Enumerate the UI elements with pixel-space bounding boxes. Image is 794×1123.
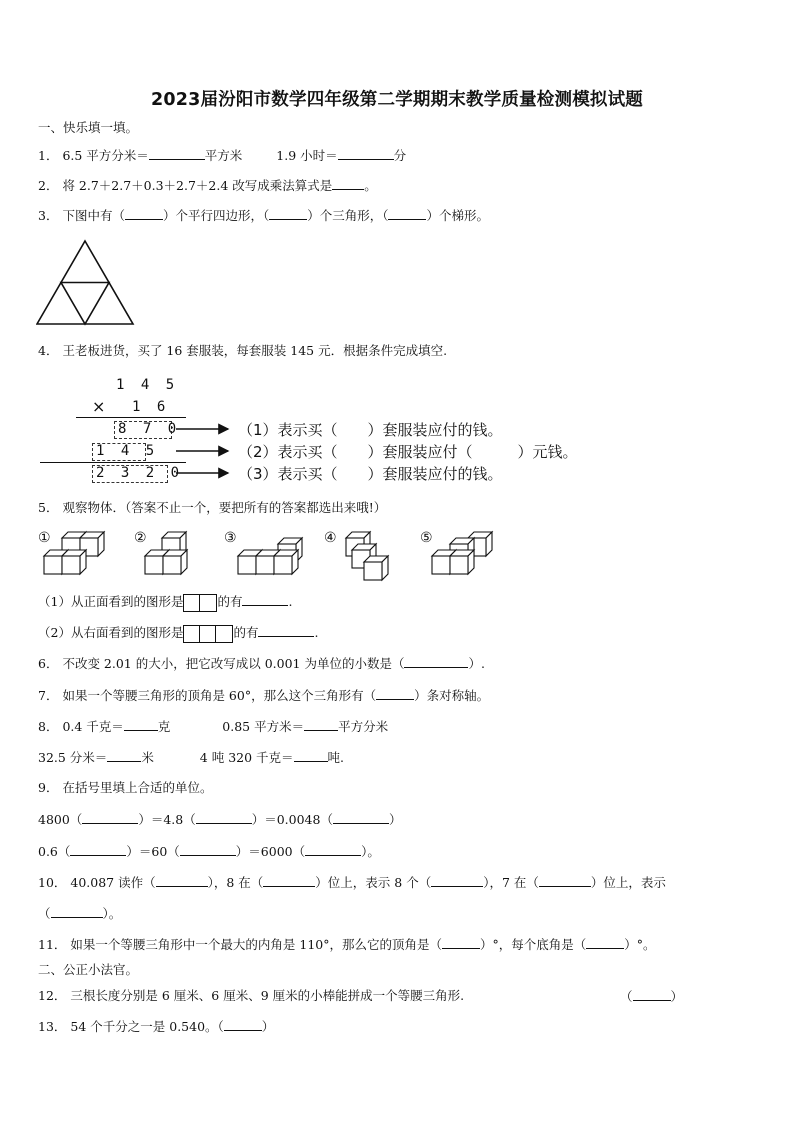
- answer-blank[interactable]: [633, 987, 671, 1001]
- cube-figures: [0, 526, 794, 582]
- section-heading-1: 一、快乐填一填。: [38, 120, 139, 135]
- cube: [450, 550, 474, 574]
- answer-blank[interactable]: [332, 176, 364, 190]
- product: 2 3 2 0: [96, 465, 184, 481]
- question-number: 2．: [38, 178, 59, 193]
- arrows: [176, 423, 236, 483]
- question-6: 6． 不改变 2.01 的大小，把它改写成以 0.001 为单位的小数是（ ）.: [38, 656, 485, 671]
- question-number: 12．: [38, 988, 67, 1003]
- question-4: 4． 王老板进货，买了 16 套服装，每套服装 145 元．根据条件完成填空.: [38, 343, 448, 358]
- answer-blank[interactable]: [388, 206, 426, 220]
- answer-blank[interactable]: [376, 686, 414, 700]
- answer-blank[interactable]: [269, 206, 307, 220]
- question-number: 11．: [38, 937, 67, 952]
- question-number: 4．: [38, 343, 59, 358]
- answer-blank[interactable]: [125, 206, 163, 220]
- partial-product-1: 8 7 0: [118, 421, 181, 437]
- question-number: 10．: [38, 875, 67, 890]
- answer-blank[interactable]: [70, 842, 126, 856]
- partial-product-2: 1 4 5: [96, 443, 159, 459]
- question-number: 7．: [38, 688, 59, 703]
- question-9-line-2: 0.6（ ）＝60（ ）＝6000（ ）。: [38, 844, 380, 859]
- question-number: 6．: [38, 656, 59, 671]
- answer-blank[interactable]: [258, 623, 314, 637]
- question-10-line-2: （ ）。: [38, 906, 122, 921]
- figure-label: ④: [324, 530, 337, 546]
- answer-blank[interactable]: [294, 748, 328, 762]
- figure-label: ③: [224, 530, 237, 546]
- cube: [364, 556, 388, 580]
- question-13: 13． 54 个千分之一是 0.540。（ ）: [38, 1019, 275, 1034]
- question-12-answer: （ ）: [620, 989, 684, 1004]
- figure-label: ②: [134, 530, 147, 546]
- question-10-line-1: 10． 40.087 读作（ ），8 在（ ）位上，表示 8 个（ ），7 在（ ）位上，表示: [38, 875, 666, 890]
- answer-blank[interactable]: [180, 842, 236, 856]
- sum-line: [40, 462, 186, 463]
- answer-blank[interactable]: [586, 935, 624, 949]
- question-5-part-2: （2）从右面看到的图形是 的有 .: [38, 623, 318, 643]
- answer-blank[interactable]: [442, 935, 480, 949]
- answer-blank[interactable]: [196, 810, 252, 824]
- result-line: [76, 417, 186, 418]
- page-title: 2023届汾阳市数学四年级第二学期期末教学质量检测模拟试题: [150, 90, 643, 110]
- answer-blank[interactable]: [51, 904, 103, 918]
- figure-label: ⑤: [420, 530, 433, 546]
- right-view-shape: [183, 625, 233, 643]
- question-8-line-1: 8． 0.4 千克＝ 克 0.85 平方米＝ 平方分米: [38, 719, 389, 734]
- answer-blank[interactable]: [338, 146, 394, 160]
- question-number: 9．: [38, 780, 59, 795]
- answer-blank[interactable]: [107, 748, 141, 762]
- answer-blank[interactable]: [124, 717, 158, 731]
- question-11: 11． 如果一个等腰三角形中一个最大的内角是 110°，那么它的顶角是（ ）°，每个底角是（ ）°。: [38, 937, 656, 952]
- question-12: 12． 三根长度分别是 6 厘米、6 厘米、9 厘米的小棒能拼成一个等腰三角形.: [38, 988, 465, 1003]
- question-1: 1． 6.5 平方分米＝ 平方米 1.9 小时＝ 分: [38, 148, 407, 163]
- question-5-part-1: （1）从正面看到的图形是 的有 .: [38, 592, 292, 612]
- question-7: 7． 如果一个等腰三角形的顶角是 60°，那么这个三角形有（ ）条对称轴。: [38, 688, 490, 703]
- question-5: 5． 观察物体．（答案不止一个，要把所有的答案都选出来哦!）: [38, 500, 387, 515]
- cube: [62, 550, 86, 574]
- answer-blank[interactable]: [539, 873, 591, 887]
- figure-label: ①: [38, 530, 51, 546]
- question-3: 3． 下图中有（ ）个平行四边形，（ ）个三角形，（ ）个梯形。: [38, 208, 489, 223]
- multiplicand: 1 4 5: [116, 377, 179, 393]
- row-label-2: （2）表示买（ ）套服装应付（ ）元钱。: [238, 443, 578, 461]
- question-number: 13．: [38, 1019, 67, 1034]
- answer-blank[interactable]: [333, 810, 389, 824]
- row-label-3: （3）表示买（ ）套服装应付的钱。: [238, 465, 503, 483]
- answer-blank[interactable]: [82, 810, 138, 824]
- times-sign: ×: [92, 397, 106, 416]
- answer-blank[interactable]: [224, 1017, 262, 1031]
- question-9-line-1: 4800（ ）＝4.8（ ）＝0.0048（ ）: [38, 812, 402, 827]
- answer-blank[interactable]: [263, 873, 315, 887]
- answer-blank[interactable]: [305, 842, 361, 856]
- answer-blank[interactable]: [149, 146, 205, 160]
- answer-blank[interactable]: [304, 717, 338, 731]
- multiplier: 1 6: [132, 399, 170, 415]
- answer-blank[interactable]: [156, 873, 208, 887]
- row-label-1: （1）表示买（ ）套服装应付的钱。: [238, 421, 503, 439]
- triangle-figure: [36, 238, 136, 328]
- question-number: 8．: [38, 719, 59, 734]
- question-number: 3．: [38, 208, 59, 223]
- multiplication-diagram: [40, 373, 640, 493]
- cube-drawings: [0, 526, 794, 582]
- front-view-shape: [183, 594, 217, 612]
- section-heading-2: 二、公正小法官。: [38, 962, 139, 977]
- question-8-line-2: 32.5 分米＝ 米 4 吨 320 千克＝ 吨.: [38, 750, 345, 765]
- question-number: 5．: [38, 500, 59, 515]
- answer-blank[interactable]: [404, 654, 468, 668]
- cube: [274, 550, 298, 574]
- answer-blank[interactable]: [431, 873, 483, 887]
- question-2: 2． 将 2.7＋2.7＋0.3＋2.7＋2.4 改写成乘法算式是 。: [38, 178, 377, 193]
- question-9: 9． 在括号里填上合适的单位。: [38, 780, 213, 795]
- cube: [163, 550, 187, 574]
- question-number: 1．: [38, 148, 59, 163]
- answer-blank[interactable]: [242, 592, 288, 606]
